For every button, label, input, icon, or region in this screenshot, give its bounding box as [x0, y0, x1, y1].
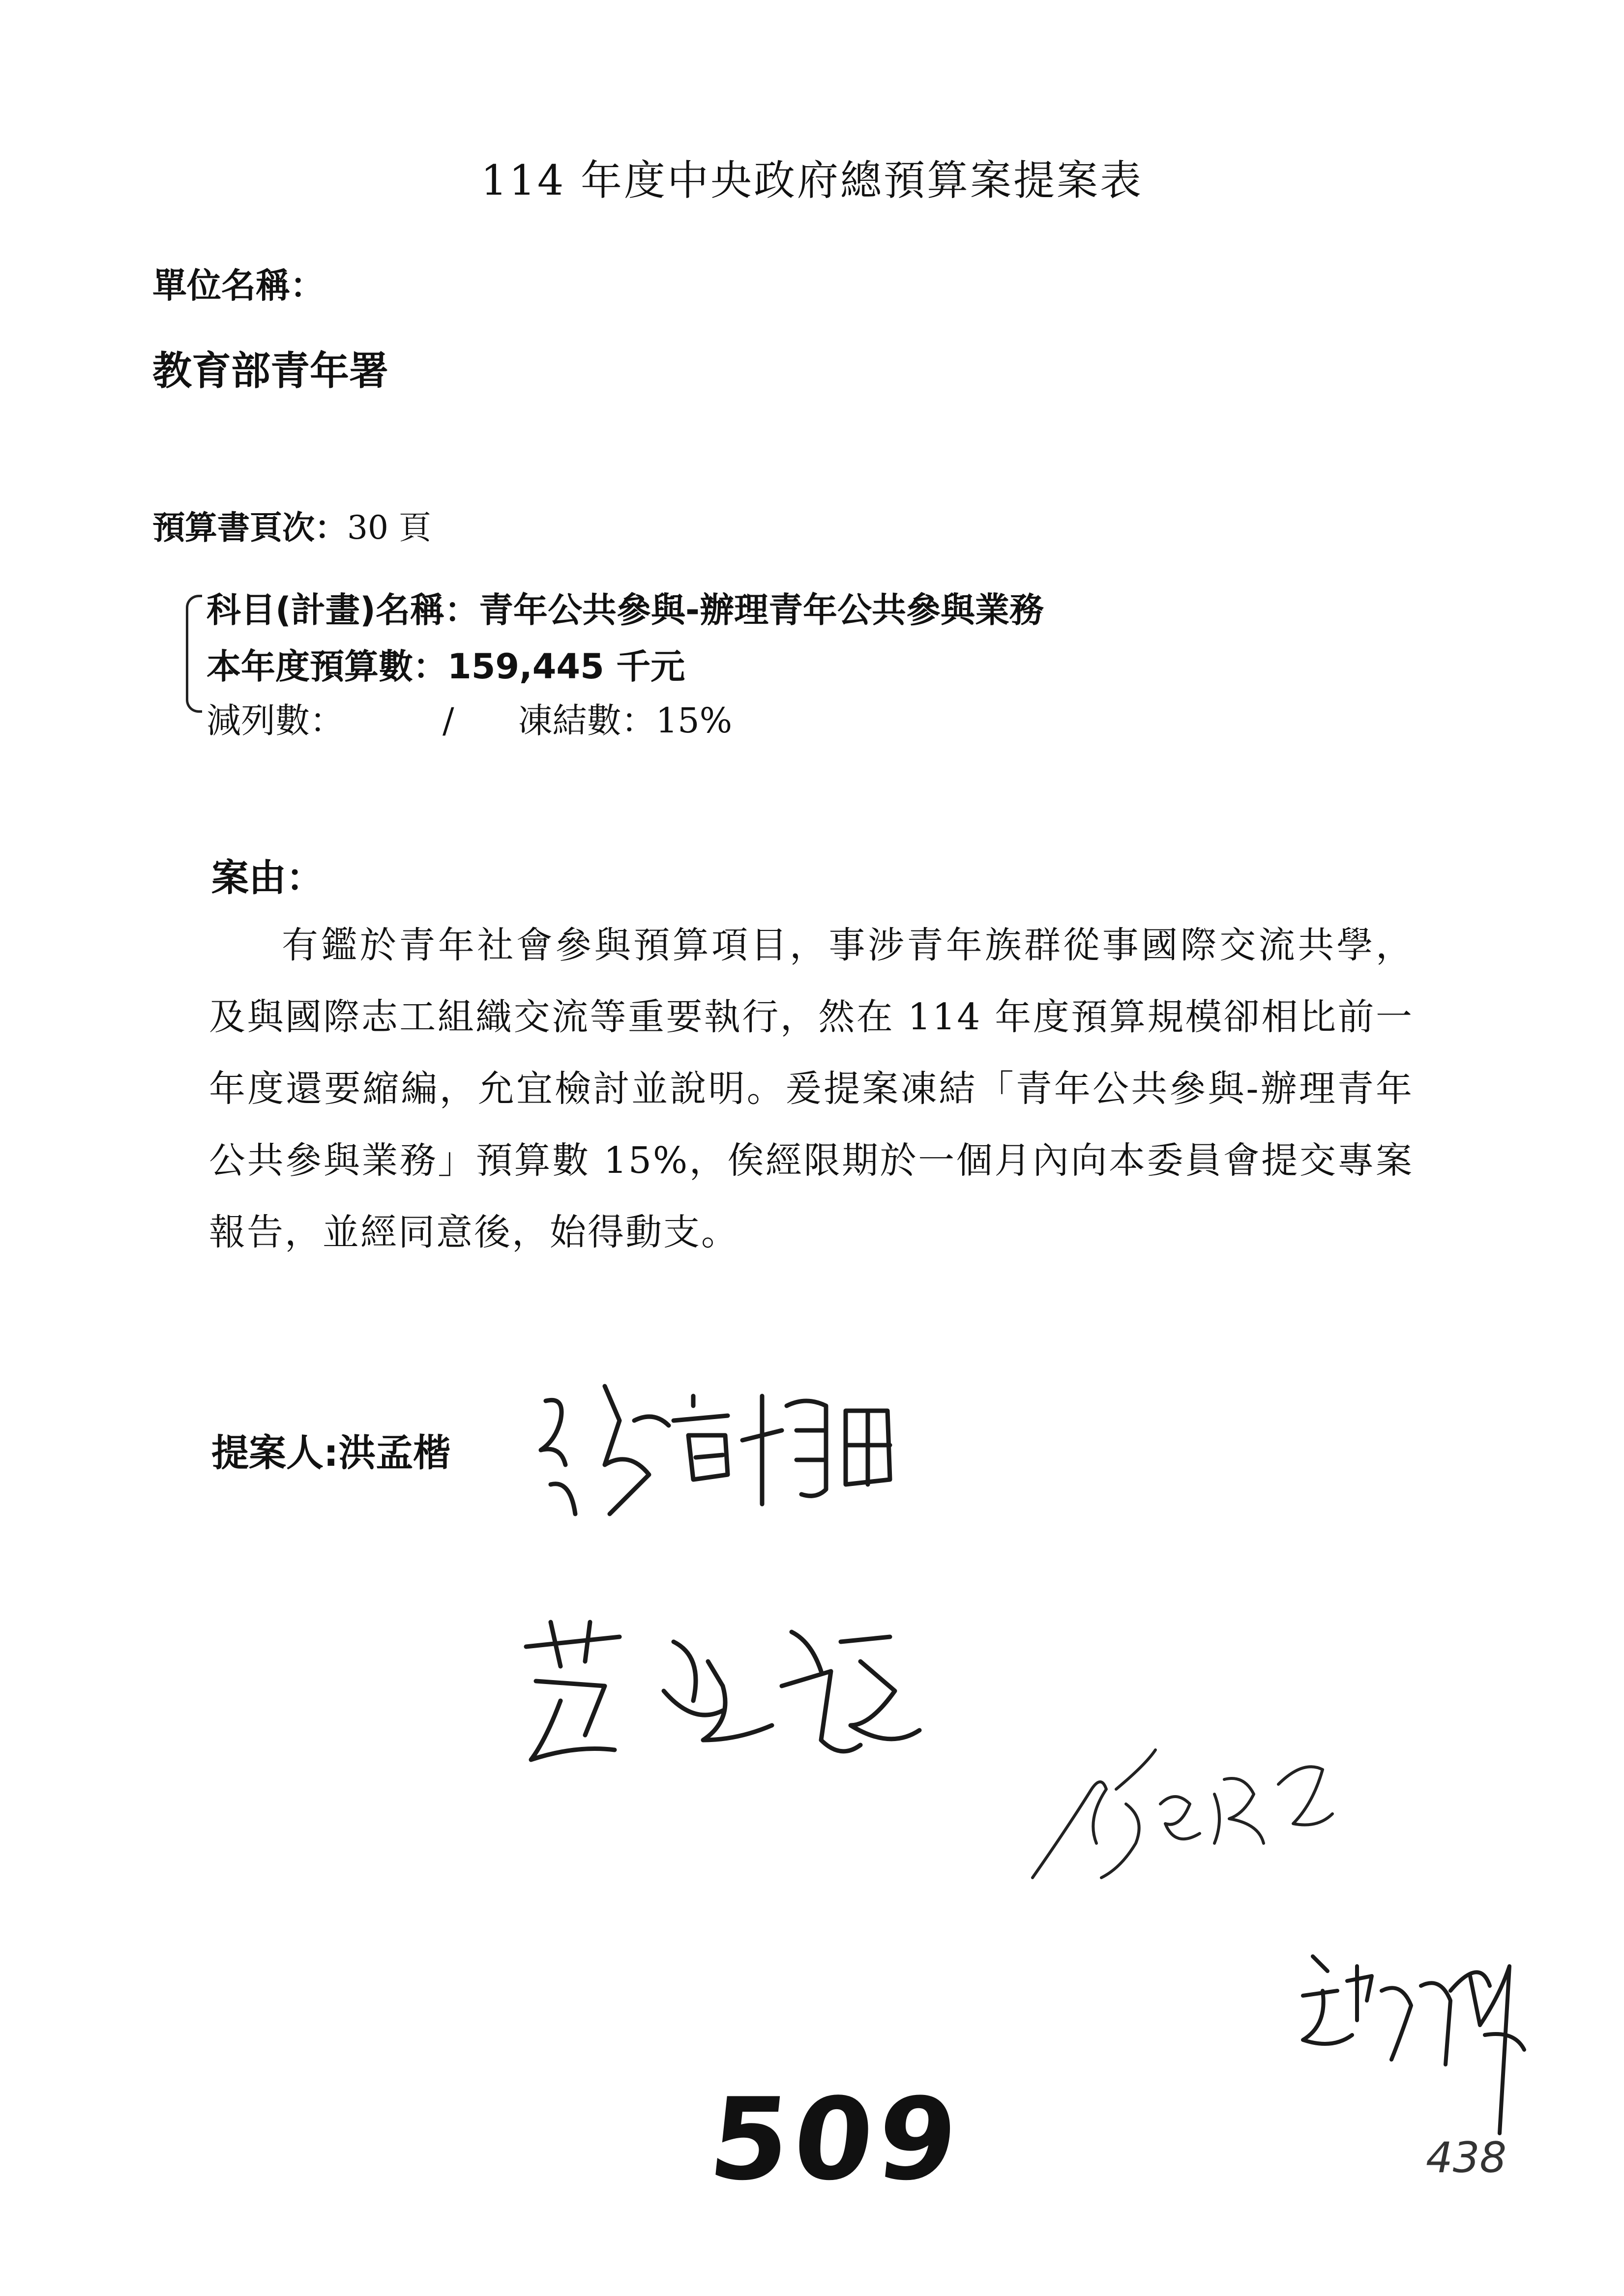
unit-label: 單位名稱： [152, 265, 325, 306]
page-number: 509 [703, 2074, 969, 2206]
item-name-label: 科目(計畫)名稱： [207, 590, 479, 630]
budget-page-label: 預算書頁次： [152, 509, 347, 547]
proposer-name: 洪孟楷 [338, 1431, 451, 1475]
reason-label: 案由： [211, 856, 324, 900]
budget-page-value: 30 頁 [347, 509, 431, 547]
reason-body: 有鑑於青年社會參與預算項目，事涉青年族群從事國際交流共學，及與國際志工組織交流等重要執行，然在 114 年度預算規模卻相比前一年度還要縮編，允宜檢討並說明。爰提案凍結「青年公共參與-辦理青年公共參與業務」預算數 15%，俟經限期於一個月內向本委員會提交專案報告，並經同意後，始得動支。 [209, 924, 1414, 1253]
item-brace [186, 595, 202, 713]
unit-name: 教育部青年署 [152, 348, 388, 394]
item-budget-line [207, 639, 685, 689]
signature-2 [516, 1612, 929, 1774]
document-title: 114 年度中央政府總預算案提案表 [480, 156, 1144, 204]
signature-1 [531, 1366, 905, 1543]
item-budget-value: 159,445 千元 [447, 646, 685, 687]
freeze-value: 15% [655, 700, 733, 741]
item-name-value: 青年公共參與-辦理青年公共參與業務 [478, 590, 1044, 630]
budget-page-line [152, 501, 431, 548]
item-budget-label: 本年度預算數： [207, 646, 447, 687]
cut-label: 減列數： [207, 700, 344, 741]
item-cut-freeze-line [207, 693, 732, 743]
signature-3 [1028, 1730, 1342, 1907]
proposer-line [211, 1423, 450, 1477]
secondary-number: 438 [1426, 2133, 1507, 2182]
signature-4 [1293, 1937, 1539, 2148]
cut-separator: / [443, 700, 454, 741]
freeze-label: 凍結數： [518, 700, 656, 741]
item-name-line [207, 582, 1044, 632]
proposer-label: 提案人: [211, 1431, 339, 1475]
